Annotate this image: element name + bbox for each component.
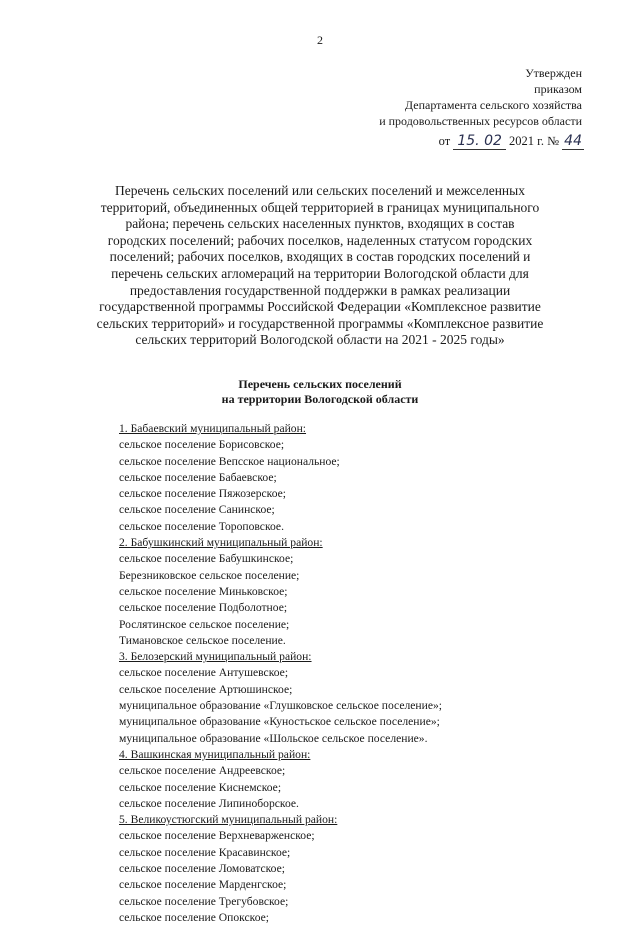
- approval-line: и продовольственных ресурсов области: [379, 114, 582, 128]
- district-heading: 3. Белозерский муниципальный район:: [119, 650, 312, 664]
- settlement-item: сельское поселение Марденгское;: [119, 878, 287, 892]
- settlement-item: сельское поселение Тороповское.: [119, 519, 284, 533]
- settlement-item: муниципальное образование «Шольское сельское поселение».: [119, 731, 428, 745]
- approval-block: [379, 65, 582, 129]
- settlement-item: сельское поселение Бабаевское;: [119, 470, 277, 484]
- district-heading: 2. Бабушкинский муниципальный район:: [119, 536, 323, 550]
- settlement-item: сельское поселение Антушевское;: [119, 666, 289, 680]
- settlement-item: сельское поселение Миньковское;: [119, 584, 288, 598]
- settlement-item: сельское поселение Опокское;: [119, 910, 269, 924]
- section-subtitle: [150, 377, 490, 407]
- settlement-item: Березниковское сельское поселение;: [119, 568, 300, 582]
- title-line: сельских территорий» и государственной программы «Комплексное развитие: [96, 315, 544, 331]
- settlement-item: сельское поселение Вепсское национальное;: [119, 454, 340, 468]
- settlement-item: Рослятинское сельское поселение;: [119, 617, 290, 631]
- settlement-item: сельское поселение Андреевское;: [119, 764, 286, 778]
- settlement-item: сельское поселение Артюшинское;: [119, 682, 293, 696]
- settlement-item: муниципальное образование «Куностьское сельское поселение»;: [119, 715, 440, 729]
- settlement-item: сельское поселение Бабушкинское;: [119, 552, 294, 566]
- order-year: 2021 г. №: [509, 134, 560, 148]
- title-line: перечень сельских агломераций на территории Вологодской области для: [111, 265, 529, 281]
- settlement-item: сельское поселение Борисовское;: [119, 438, 285, 452]
- settlement-item: сельское поселение Киснемское;: [119, 780, 282, 794]
- settlement-item: сельское поселение Ломоватское;: [119, 862, 285, 876]
- title-line: поселений; рабочих поселков, входящих в состав городских поселений и: [109, 249, 531, 265]
- title-line: территорий, объединенных общей территорией в границах муниципального: [100, 199, 540, 215]
- title-line: района; перечень сельских населенных пунктов, входящих в состав: [125, 216, 515, 232]
- page-number: 2: [317, 33, 323, 47]
- title-line: Перечень сельских поселений или сельских поселений и межселенных: [115, 183, 525, 198]
- document-title: [93, 183, 547, 349]
- district-heading: 4. Вашкинская муниципальный район:: [119, 747, 311, 761]
- subtitle-line: Перечень сельских поселений: [238, 377, 402, 391]
- settlement-item: сельское поселение Пяжозерское;: [119, 487, 287, 501]
- approval-line: Департамента сельского хозяйства: [404, 98, 582, 112]
- order-number-handwritten: 44: [564, 133, 582, 149]
- title-line: государственной программы Российской Федерации «Комплексное развитие: [99, 299, 541, 315]
- settlement-item: сельское поселение Подболотное;: [119, 601, 288, 615]
- settlement-item: сельское поселение Трегубовское;: [119, 894, 289, 908]
- order-date-handwritten: 15. 02: [453, 133, 506, 150]
- title-line: городских поселений; рабочих поселков, наделенных статусом городских: [107, 232, 533, 248]
- district-heading: 1. Бабаевский муниципальный район:: [119, 422, 307, 435]
- order-line: [439, 133, 584, 150]
- order-prefix: от: [438, 134, 451, 148]
- district-heading: 5. Великоустюгский муниципальный район:: [119, 813, 338, 827]
- settlement-item: сельское поселение Верхневарженское;: [119, 829, 315, 843]
- district-list: [119, 421, 589, 926]
- approval-line: приказом: [534, 82, 582, 96]
- settlement-item: сельское поселение Липиноборское.: [119, 796, 299, 810]
- settlement-item: сельское поселение Красавинское;: [119, 845, 291, 859]
- title-line: сельских территорий Вологодской области на 2021 - 2025 годы»: [135, 332, 505, 348]
- settlement-item: муниципальное образование «Глушковское сельское поселение»;: [119, 699, 442, 713]
- settlement-item: сельское поселение Санинское;: [119, 503, 275, 517]
- subtitle-line: на территории Вологодской области: [221, 392, 419, 406]
- settlement-item: Тимановское сельское поселение.: [119, 633, 286, 647]
- approval-line: Утвержден: [525, 66, 582, 80]
- title-line: предоставления государственной поддержки в рамках реализации: [129, 282, 511, 298]
